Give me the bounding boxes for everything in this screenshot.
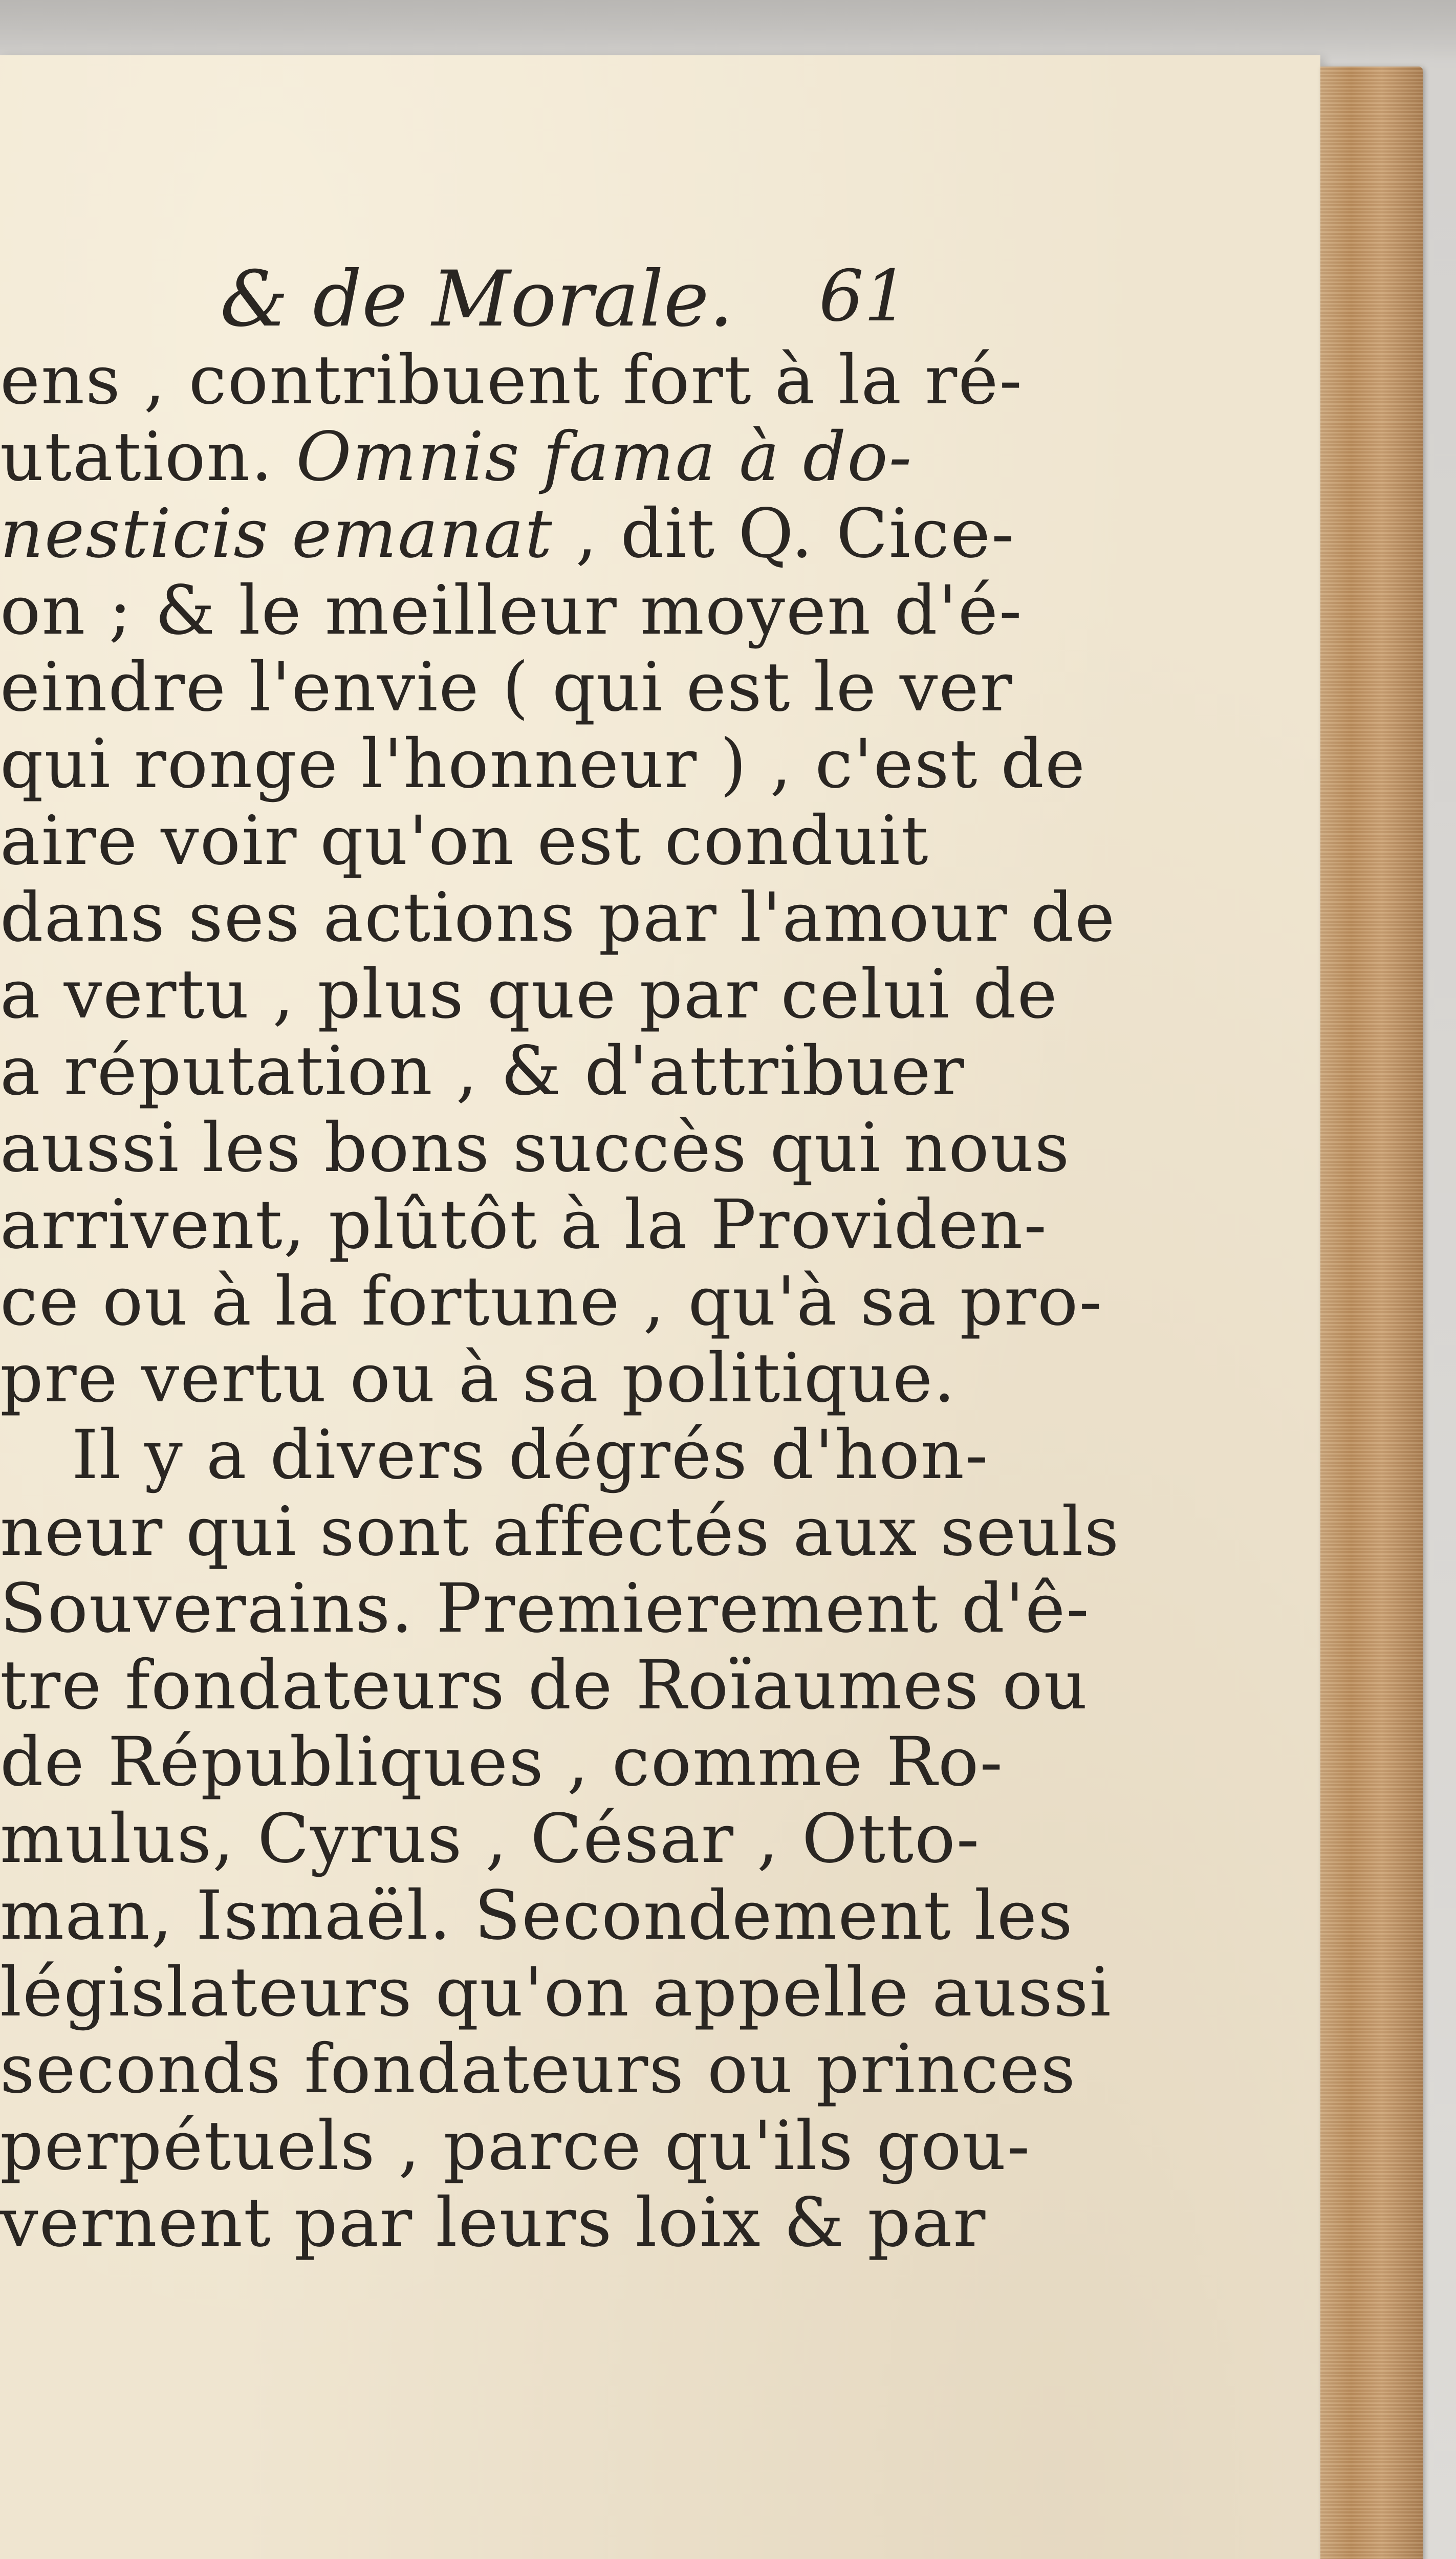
text-line: seconds fondateurs ou princes [0,2030,1077,2109]
text-line: Il y a divers dégrés d'hon- [72,1416,989,1494]
page-number: 61 [819,255,909,337]
text-line: neur qui sont affectés aux seuls [0,1492,1120,1571]
text-line: législateurs qu'on appelle aussi [0,1953,1112,2032]
text-line: mulus, Cyrus , César , Otto- [0,1799,981,1878]
text-line: eindre l'envie ( qui est le ver [0,648,1013,727]
running-title: & de Morale. [220,255,734,344]
text-line: on ; & le meilleur moyen d'é- [0,571,1023,650]
text-line: aire voir qu'on est conduit [0,801,929,880]
text-line: man, Ismaël. Secondement les [0,1876,1074,1955]
text-line: qui ronge l'honneur ) , c'est de [0,725,1086,804]
text-line: ens , contribuent fort à la ré- [0,341,1023,420]
text-line: de Républiques , comme Ro- [0,1723,1004,1802]
text-line: perpétuels , parce qu'ils gou- [0,2107,1031,2185]
page-header [0,255,1320,344]
text-line: vernent par leurs loix & par [0,2183,987,2262]
text-line: ce ou à la fortune , qu'à sa pro- [0,1262,1103,1341]
latin-phrase: nesticis emanat [0,494,553,573]
book-fore-edge [1320,67,1423,2559]
text-line: dans ses actions par l'amour de [0,878,1116,957]
text-line: a réputation , & d'attribuer [0,1032,965,1111]
text-line: arrivent, plûtôt à la Providen- [0,1185,1048,1264]
latin-phrase: Omnis fama à do- [296,418,913,496]
text-line: Souverains. Premierement d'ê- [0,1569,1090,1648]
text-line: tre fondateurs de Roïaumes ou [0,1646,1089,1725]
body-text [0,341,1120,2262]
text-line: nesticis emanat , dit Q. Cice- [0,494,1015,573]
text-line: a vertu , plus que par celui de [0,955,1058,1034]
scanner-shadow [0,0,1456,61]
text-line: pre vertu ou à sa politique. [0,1339,957,1418]
book-page [0,55,1320,2559]
text-line: utation. Omnis fama à do- [0,418,913,496]
text-line: aussi les bons succès qui nous [0,1109,1071,1187]
